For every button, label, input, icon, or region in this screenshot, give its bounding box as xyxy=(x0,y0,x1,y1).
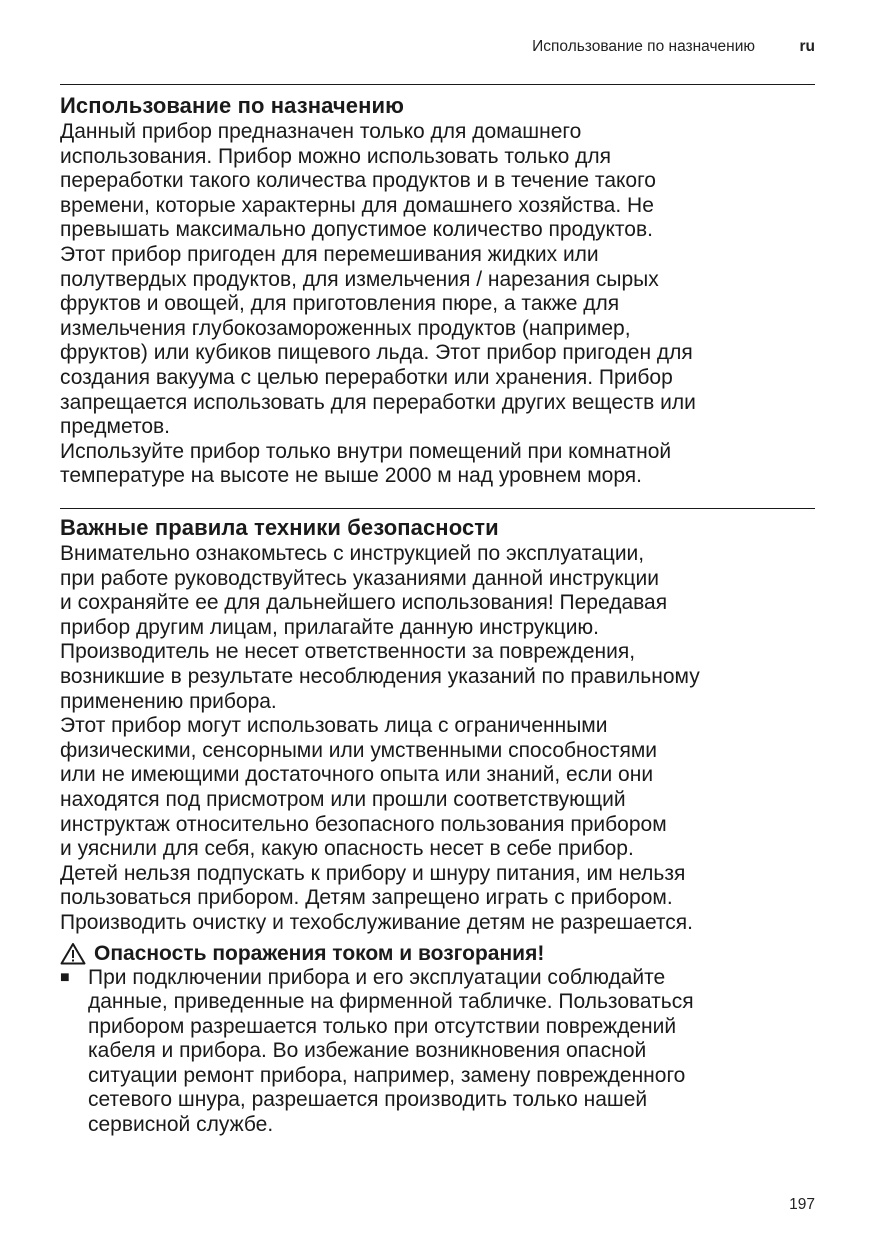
section-heading-safety: Важные правила техники безопасности xyxy=(60,515,499,540)
section-rule xyxy=(60,508,815,509)
text-line: Данный прибор предназначен только для домашнего xyxy=(60,120,582,143)
text-line: Производитель не несет ответственности за повреждения, xyxy=(60,640,636,664)
text-line: Этот прибор пригоден для перемешивания жидких или xyxy=(60,242,599,266)
text-line: или не имеющими достаточного опыта или знаний, если они xyxy=(60,763,654,787)
text-line: при работе руководствуйтесь указаниями данной инструкции xyxy=(60,566,659,590)
text-line: предметов. xyxy=(60,415,170,439)
text-line: находятся под присмотром или прошли соответствующий xyxy=(60,787,626,811)
text-line: Детей нельзя подпускать к прибору и шнуру питания, им нельзя xyxy=(60,861,686,885)
section-safety xyxy=(60,514,815,1138)
running-header xyxy=(60,38,815,68)
text-line: Этот прибор могут использовать лица с ограниченными xyxy=(60,714,608,738)
text-line: При подключении прибора и его эксплуатации соблюдайте xyxy=(88,965,666,989)
text-line: данные, приведенные на фирменной табличке. Пользоваться xyxy=(88,990,694,1014)
warning-heading xyxy=(60,942,815,966)
text-line: Внимательно ознакомьтесь с инструкцией по эксплуатации, xyxy=(60,542,645,565)
header-language: ru xyxy=(799,38,815,55)
bullet-item xyxy=(60,966,815,1138)
text-line: инструктаж относительно безопасного пользования прибором xyxy=(60,812,667,836)
bullet-square-icon: ■ xyxy=(60,968,70,986)
page-number: 197 xyxy=(789,1196,815,1213)
text-line: создания вакуума с целью переработки или хранения. Прибор xyxy=(60,365,673,389)
text-line: и сохраняйте ее для дальнейшего использования! Передавая xyxy=(60,591,668,615)
text-line: кабеля и прибора. Во избежание возникновения опасной xyxy=(88,1039,647,1063)
text-line: ситуации ремонт прибора, например, замену поврежденного xyxy=(88,1063,686,1087)
text-line: измельчения глубокозамороженных продуктов (например, xyxy=(60,316,631,340)
text-line: времени, которые характерны для домашнего хозяйства. Не xyxy=(60,193,654,217)
text-line: полутвердых продуктов, для измельчения / нарезания сырых xyxy=(60,267,659,291)
text-line: сетевого шнура, разрешается производить только нашей xyxy=(88,1088,648,1112)
text-line: превышать максимально допустимое количество продуктов. xyxy=(60,218,653,242)
text-line: физическими, сенсорными или умственными способностями xyxy=(60,738,657,762)
text-line: возникшие в результате несоблюдения указаний по правильному xyxy=(60,664,700,688)
text-line: запрещается использовать для переработки других веществ или xyxy=(60,390,696,414)
text-line: сервисной службе. xyxy=(88,1113,274,1137)
text-line: прибор другим лицам, прилагайте данную инструкцию. xyxy=(60,615,600,639)
bullet-text xyxy=(88,966,694,1138)
text-line: температуре на высоте не выше 2000 м над уровнем моря. xyxy=(60,464,642,488)
text-line: прибором разрешается только при отсутствии повреждений xyxy=(88,1014,677,1038)
section-body-intended-use xyxy=(60,120,815,489)
text-line: использования. Прибор можно использовать только для xyxy=(60,144,612,168)
warning-triangle-icon xyxy=(60,942,86,965)
text-line: фруктов и овощей, для приготовления пюре, а также для xyxy=(60,292,620,316)
warning-title: Опасность поражения током и возгорания! xyxy=(94,941,545,965)
text-line: и уяснили для себя, какую опасность несет в себе прибор. xyxy=(60,837,634,861)
text-line: пользоваться прибором. Детям запрещено играть с прибором. xyxy=(60,886,673,910)
section-heading-intended-use: Использование по назначению xyxy=(60,93,405,118)
header-title: Использование по назначению xyxy=(532,38,755,55)
text-line: Используйте прибор только внутри помещений при комнатной xyxy=(60,439,672,463)
section-body-safety xyxy=(60,542,815,936)
section-intended-use xyxy=(60,92,815,489)
text-line: применению прибора. xyxy=(60,689,277,713)
text-line: переработки такого количества продуктов и в течение такого xyxy=(60,169,656,193)
header-rule xyxy=(60,84,815,85)
text-line: Производить очистку и техобслуживание детям не разрешается. xyxy=(60,910,694,934)
text-line: фруктов) или кубиков пищевого льда. Этот прибор пригоден для xyxy=(60,341,693,365)
